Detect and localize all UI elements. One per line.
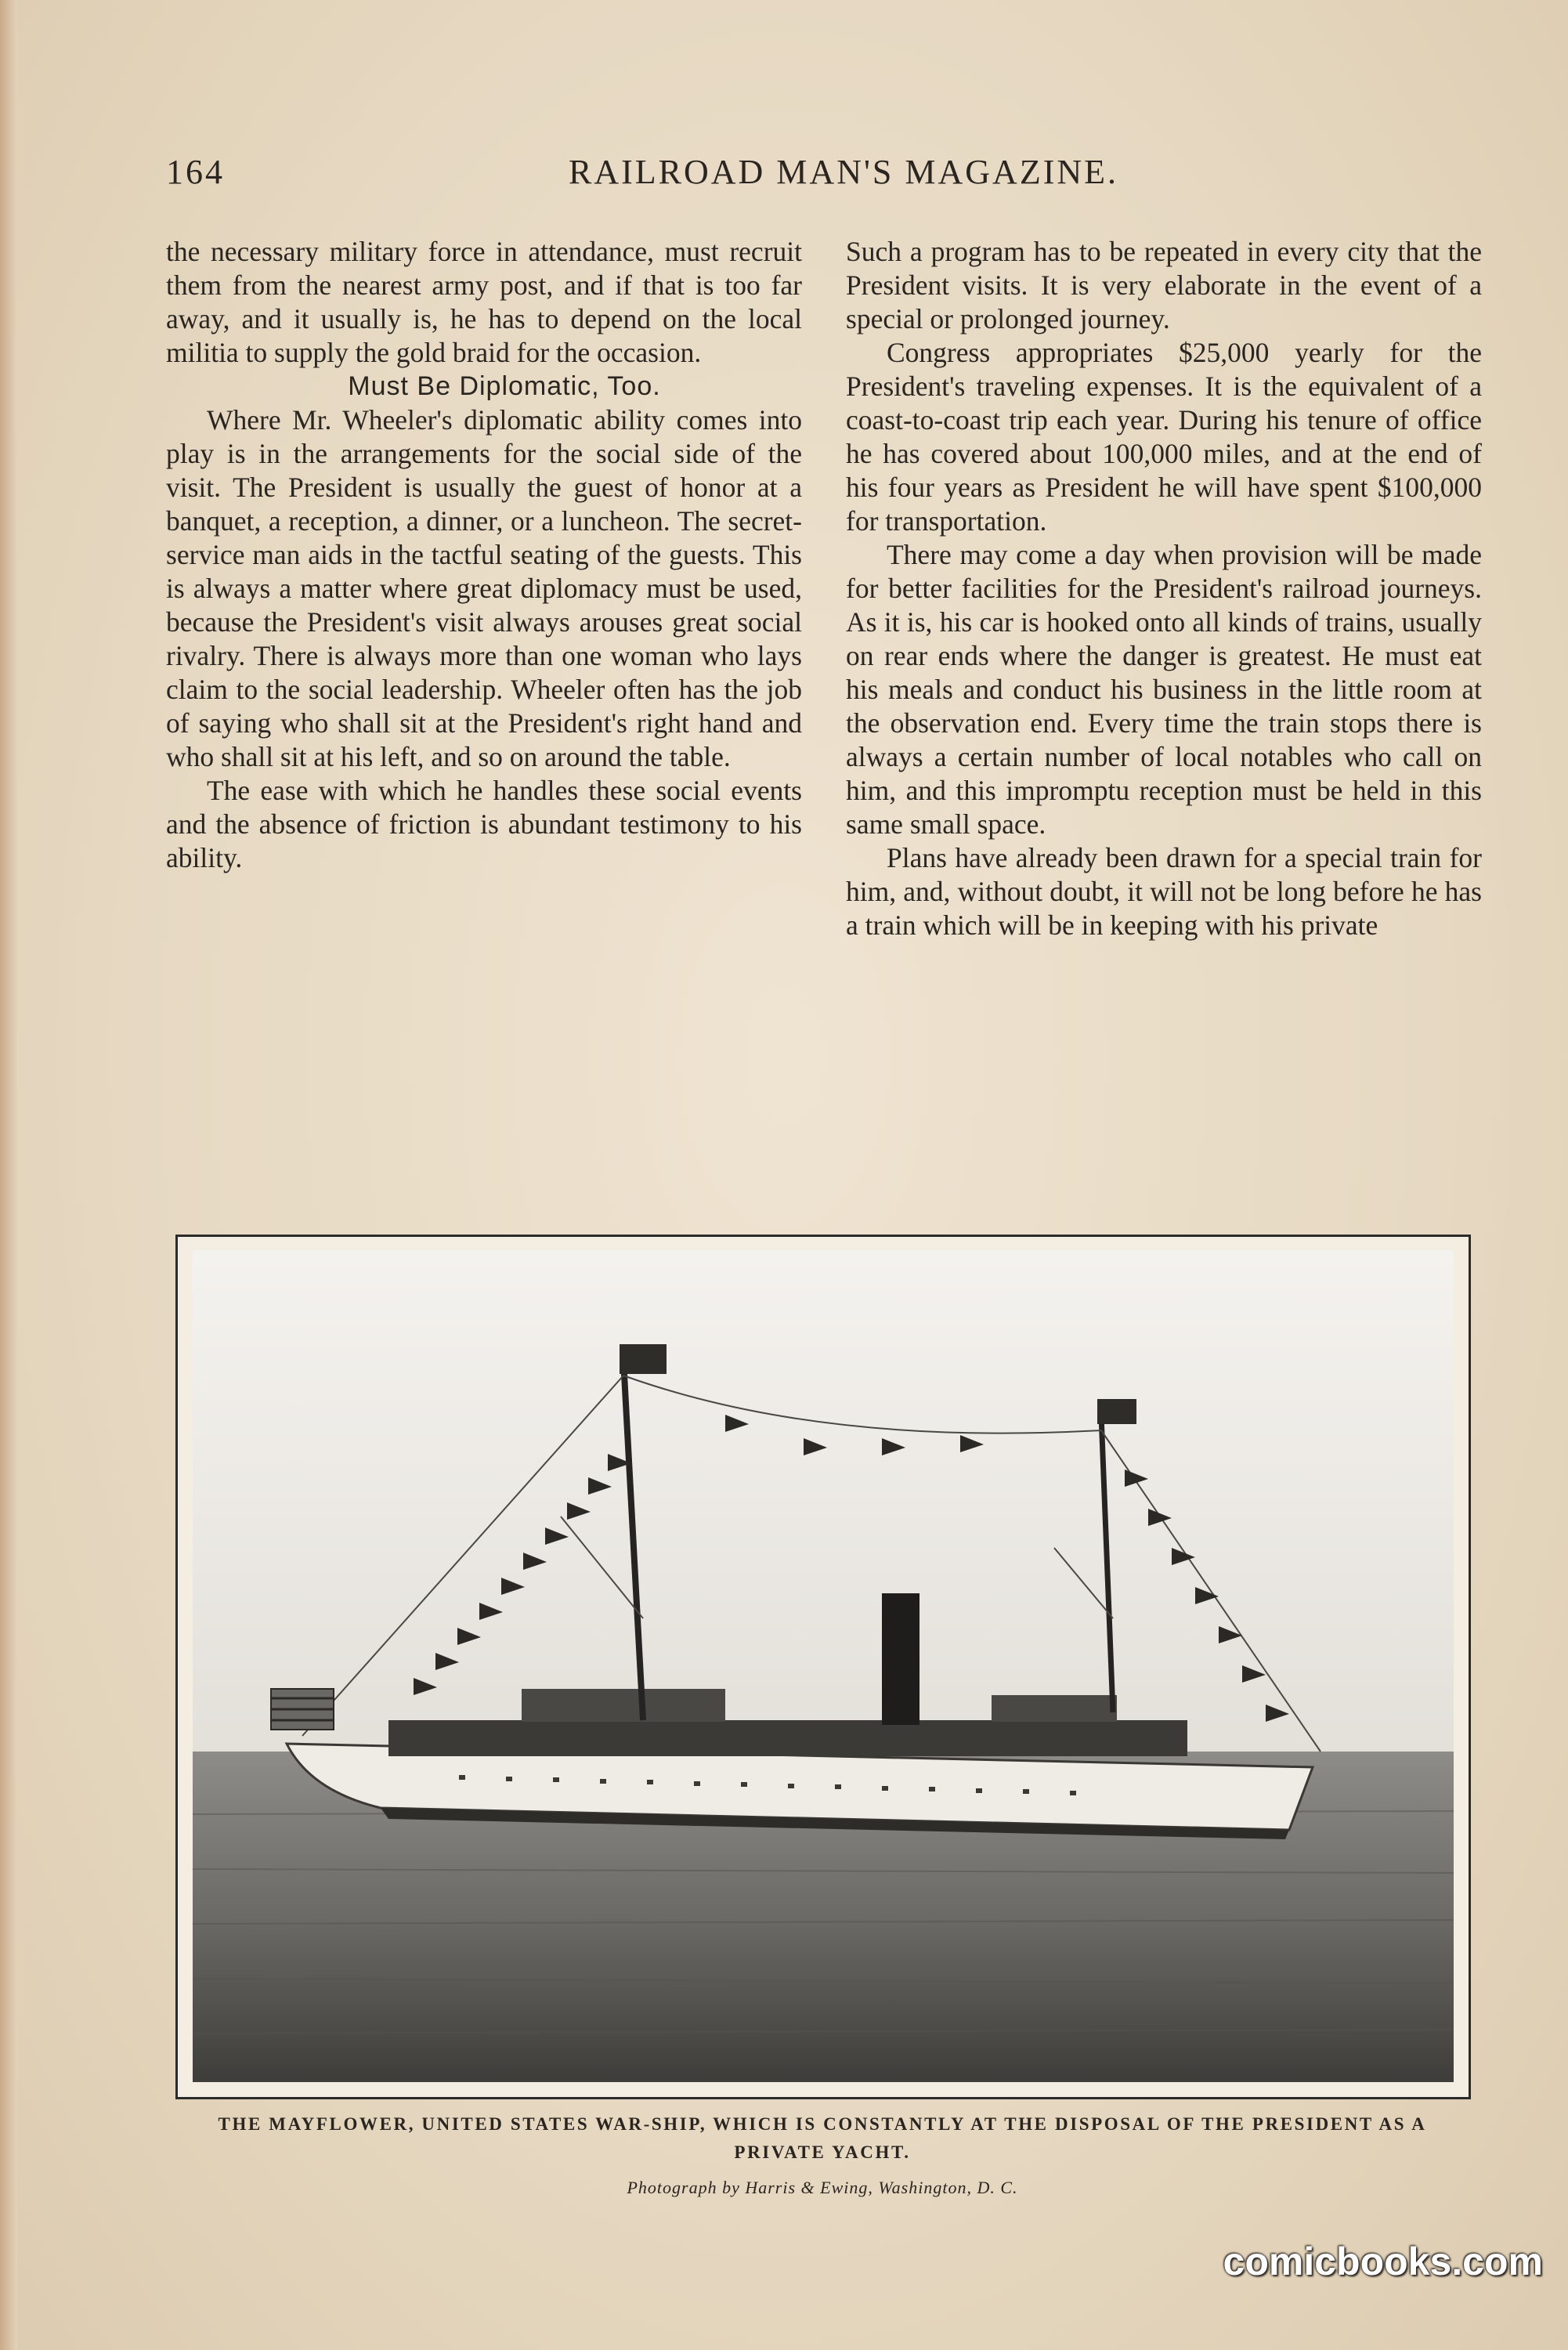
section-subheading: Must Be Diplomatic, Too. bbox=[348, 371, 661, 401]
paragraph: Congress appropriates $25,000 yearly for the President's traveling expenses. It is the equivalent of a coast-to-coast trip each year. During his tenure of office he has covered about 100,000 miles, and at the end of his four years as President he will have spent $100,000 for transportation. bbox=[846, 337, 1482, 537]
magazine-title: RAILROAD MAN'S MAGAZINE. bbox=[568, 153, 1119, 191]
ship-photograph bbox=[193, 1250, 1454, 2082]
paragraph: The ease with which he handles these social events and the absence of friction is abundant testimony to his ability. bbox=[166, 775, 802, 873]
page-edge bbox=[0, 0, 17, 2350]
paragraph: There may come a day when provision will be made for better facilities for the President's railroad journeys. As it is, his car is hooked onto all kinds of trains, usually on rear ends where the danger is greatest. He must eat his meals and conduct his business in the little room at the observation end. Every time the train stops there is always a certain number of local notables who call on him, and this impromptu reception must be held in this same small space. bbox=[846, 539, 1482, 840]
paragraph: Plans have already been drawn for a special train for him, and, without doubt, it will not be long before he has a train which will be in keeping with his private bbox=[846, 842, 1482, 941]
paragraph: Such a program has to be repeated in every city that the President visits. It is very elaborate in the event of a special or prolonged journey. bbox=[846, 236, 1482, 334]
watermark-logo: comicbooks.com bbox=[1223, 2240, 1543, 2283]
paragraph: Where Mr. Wheeler's diplomatic ability comes into play is in the arrangements for the social side of the visit. The President is usually the guest of honor at a banquet, a reception, a dinner, or a luncheon. The secret-service man aids in the tactful seating of the guests. This is always a matter where great diplomacy must be used, because the President's visit always arouses great social rivalry. There is always more than one woman who lays claim to the social leadership. Wheeler often has the job of saying who shall sit at the President's right hand and who shall sit at his left, and so on around the table. bbox=[166, 404, 802, 772]
page-header bbox=[166, 152, 1474, 199]
left-column bbox=[166, 235, 802, 875]
paragraph: the necessary military force in attendance, must recruit them from the nearest army post, and if that is too far away, and it usually is, he has to depend on the local militia to supply the gold braid for the occasion. bbox=[166, 236, 802, 368]
page-number: 164 bbox=[166, 153, 225, 191]
right-column bbox=[846, 235, 1482, 942]
photo-credit: Photograph by Harris & Ewing, Washington, D. C. bbox=[627, 2178, 1018, 2197]
figure-caption: THE MAYFLOWER, UNITED STATES WAR-SHIP, WHICH IS CONSTANTLY AT THE DISPOSAL OF THE PRESIDENT AS A PRIVATE YACHT. bbox=[218, 2114, 1427, 2162]
